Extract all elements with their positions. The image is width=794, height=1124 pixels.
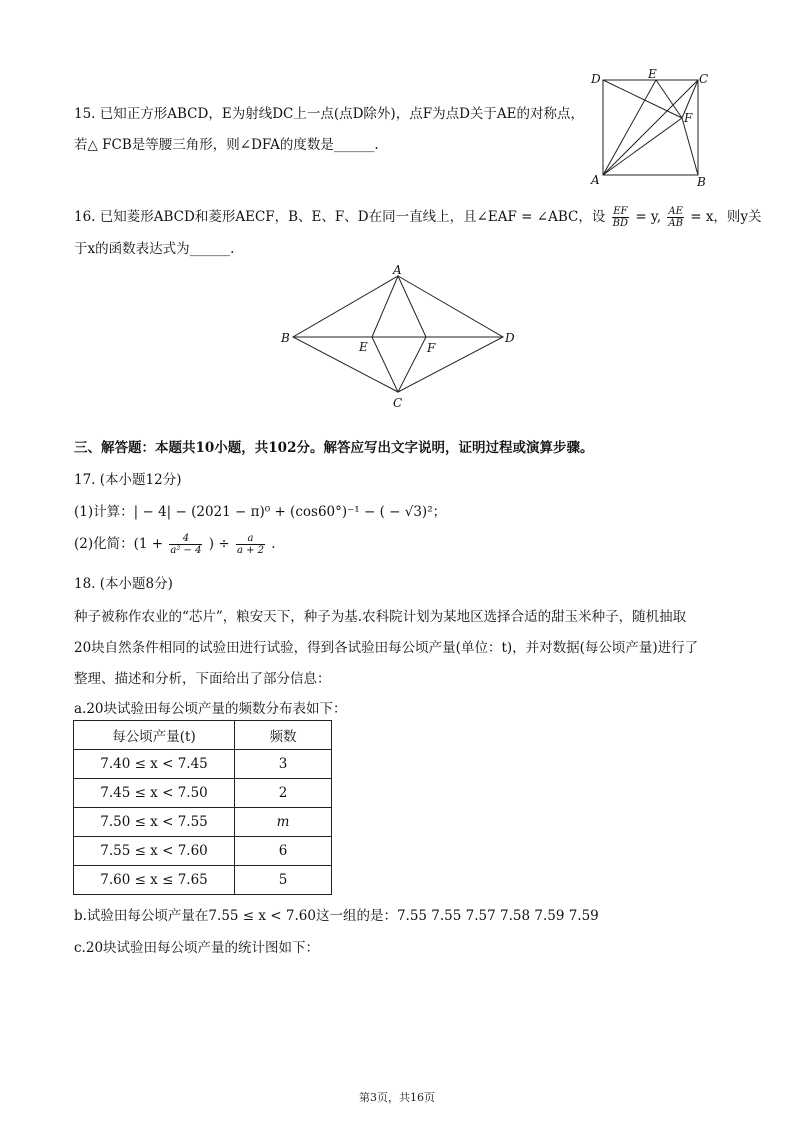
q16-rhombus-figure <box>278 262 520 410</box>
label-d: D <box>591 72 601 86</box>
q17-fraction-2 <box>236 533 265 556</box>
table-row <box>74 808 332 837</box>
label-c: C <box>393 396 403 410</box>
q16-fraction-ae-ab <box>667 206 684 229</box>
q16-frac1-num: EF <box>613 206 628 217</box>
q18-title: 18. (本小题8分) <box>74 576 173 592</box>
table-header-row <box>74 721 332 750</box>
table-header-yield: 每公顷产量(t) <box>74 721 235 750</box>
q16-line2: 于x的函数表达式为______. <box>74 241 235 257</box>
table-row <box>74 866 332 895</box>
table-header-frequency: 频数 <box>235 721 332 750</box>
label-a: A <box>393 263 402 277</box>
q16-fraction-ef-bd <box>612 206 629 229</box>
frequency-table <box>73 720 332 895</box>
q18-c-label: c.20块试验田每公顷产量的统计图如下： <box>74 940 320 956</box>
q17-part1: (1)计算：| − 4| − (2021 − π)⁰ + (cos60°)⁻¹ − ( − √3)²； <box>74 504 447 520</box>
q15-line1: 15. 已知正方形ABCD，E为射线DC上一点(点D除外)，点F为点D关于AE的对称点， <box>74 106 584 122</box>
table-cell-count: 3 <box>235 750 332 779</box>
q17-frac2-den: a + 2 <box>236 545 264 556</box>
rhombus-abcd <box>293 276 503 392</box>
table-row <box>74 750 332 779</box>
q17-frac1-den: a² − 4 <box>170 545 202 556</box>
segment-ae <box>603 80 656 175</box>
q16-frac2-den: AB <box>668 218 683 229</box>
table-row <box>74 779 332 808</box>
segment-df <box>603 80 682 118</box>
label-d: D <box>505 331 515 345</box>
q17-part2-mid: ) ÷ <box>208 536 230 552</box>
q16-text-mid: = y, <box>635 209 662 225</box>
page-footer: 第3页，共16页 <box>359 1091 435 1104</box>
table-cell-range: 7.50 ≤ x < 7.55 <box>74 808 235 837</box>
table-cell-range: 7.45 ≤ x < 7.50 <box>74 779 235 808</box>
table-row <box>74 837 332 866</box>
rhombus-aecf <box>372 276 426 392</box>
label-a: A <box>591 173 600 187</box>
q17-part2 <box>74 533 276 556</box>
table-cell-range: 7.55 ≤ x < 7.60 <box>74 837 235 866</box>
q17-part2-post: . <box>271 536 276 552</box>
q17-title: 17. (本小题12分) <box>74 472 182 488</box>
label-e: E <box>359 340 368 354</box>
label-f: F <box>684 111 693 125</box>
q16-frac1-den: BD <box>612 218 629 229</box>
segment-af <box>603 118 682 175</box>
label-b: B <box>281 331 290 345</box>
q18-b-label: b.试验田每公顷产量在7.55 ≤ x < 7.60这一组的是：7.55 7.55 7.57 7.58 7.59 7.59 <box>74 908 599 924</box>
table-cell-count: m <box>235 808 332 837</box>
q18-paragraph-line1: 种子被称作农业的“芯片”，粮安天下，种子为基.农科院计划为某地区选择合适的甜玉米种子，随机抽取 <box>74 609 687 625</box>
q18-a-label: a.20块试验田每公顷产量的频数分布表如下： <box>74 701 347 717</box>
segment-fb <box>682 118 698 175</box>
table-cell-range: 7.60 ≤ x ≤ 7.65 <box>74 866 235 895</box>
label-f: F <box>427 341 436 355</box>
label-e: E <box>648 68 657 81</box>
q16-line1 <box>74 206 762 229</box>
q16-text-post: = x，则y关 <box>690 209 762 225</box>
q16-text-pre: 16. 已知菱形ABCD和菱形AECF，B、E、F、D在同一直线上，且∠EAF = ∠ABC，设 <box>74 209 606 225</box>
q15-square-figure <box>588 68 718 190</box>
table-cell-range: 7.40 ≤ x < 7.45 <box>74 750 235 779</box>
section3-heading: 三、解答题：本题共10小题，共102分。解答应写出文字说明，证明过程或演算步骤。 <box>74 440 594 456</box>
diagonal-ac <box>603 80 698 175</box>
label-b: B <box>697 175 706 189</box>
q17-part2-pre: (2)化简：(1 + <box>74 536 164 552</box>
table-cell-count: 5 <box>235 866 332 895</box>
q17-frac1-num: 4 <box>169 533 202 545</box>
q18-paragraph-line3: 整理、描述和分析，下面给出了部分信息： <box>74 671 331 687</box>
q18-paragraph-line2: 20块自然条件相同的试验田进行试验，得到各试验田每公顷产量(单位：t)，并对数据(每公顷产量)进行了 <box>74 640 699 656</box>
label-c: C <box>699 72 709 86</box>
q16-frac2-num: AE <box>668 206 683 217</box>
table-cell-count: 6 <box>235 837 332 866</box>
q17-frac2-num: a <box>236 533 265 545</box>
table-cell-count: 2 <box>235 779 332 808</box>
q17-fraction-1 <box>169 533 202 556</box>
q15-line2: 若△ FCB是等腰三角形，则∠DFA的度数是______. <box>74 137 379 153</box>
